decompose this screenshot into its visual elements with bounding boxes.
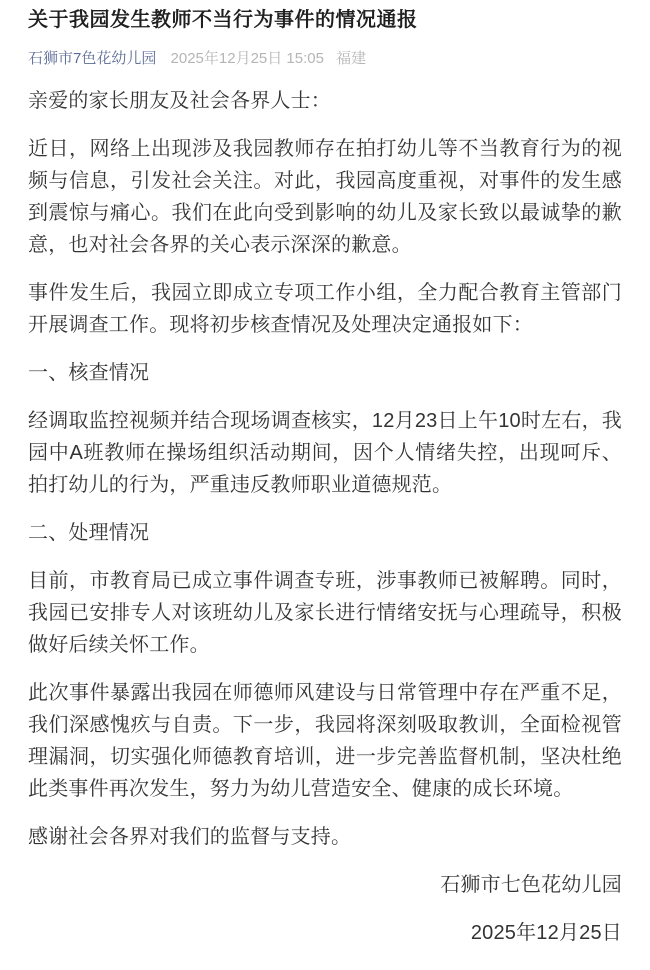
paragraph-action: 事件发生后，我园立即成立专项工作小组，全力配合教育主管部门开展调查工作。现将初步核查情况及处理决定通报如下：: [28, 282, 622, 336]
signature-org: 石狮市七色花幼儿园: [440, 874, 622, 896]
publish-timestamp: 2025年12月25日 15:05: [170, 50, 324, 67]
signature-date: 2025年12月25日: [470, 922, 622, 944]
article-body: [28, 85, 622, 949]
byline: [28, 48, 622, 69]
paragraph-reflection: 此次事件暴露出我园在师德师风建设与日常管理中存在严重不足，我们深感愧疚与自责。下一步，我园将深刻吸取教训，全面检视管理漏洞，切实强化师德教育培训，进一步完善监督机制，坚决杜绝此类事件再次发生，努力为幼儿营造安全、健康的成长环境。: [28, 682, 622, 800]
paragraph-investigation: 经调取监控视频并结合现场调查核实，12月23日上午10时左右，我园中A班教师在操场组织活动期间，因个人情绪失控，出现呵斥、拍打幼儿的行为，严重违反教师职业道德规范。: [28, 410, 622, 496]
paragraph-intro: 近日，网络上出现涉及我园教师存在拍打幼儿等不当教育行为的视频与信息，引发社会关注。对此，我园高度重视，对事件的发生感到震惊与痛心。我们在此向受到影响的幼儿及家长致以最诚挚的歉意，也对社会各界的关心表示深深的歉意。: [28, 138, 622, 256]
salutation: 亲爱的家长朋友及社会各界人士：: [28, 90, 331, 112]
author-account-link[interactable]: 石狮市7色花幼儿园: [28, 50, 157, 67]
paragraph-thanks: 感谢社会各界对我们的监督与支持。: [28, 826, 352, 848]
page-title: 关于我园发生教师不当行为事件的情况通报: [28, 9, 418, 31]
section-heading-handling: 二、处理情况: [28, 522, 150, 544]
paragraph-handling: 目前，市教育局已成立事件调查专班，涉事教师已被解聘。同时，我园已安排专人对该班幼儿及家长进行情绪安抚与心理疏导，积极做好后续关怀工作。: [28, 570, 622, 656]
section-heading-check: 一、核查情况: [28, 362, 150, 384]
publish-location: 福建: [336, 50, 367, 67]
